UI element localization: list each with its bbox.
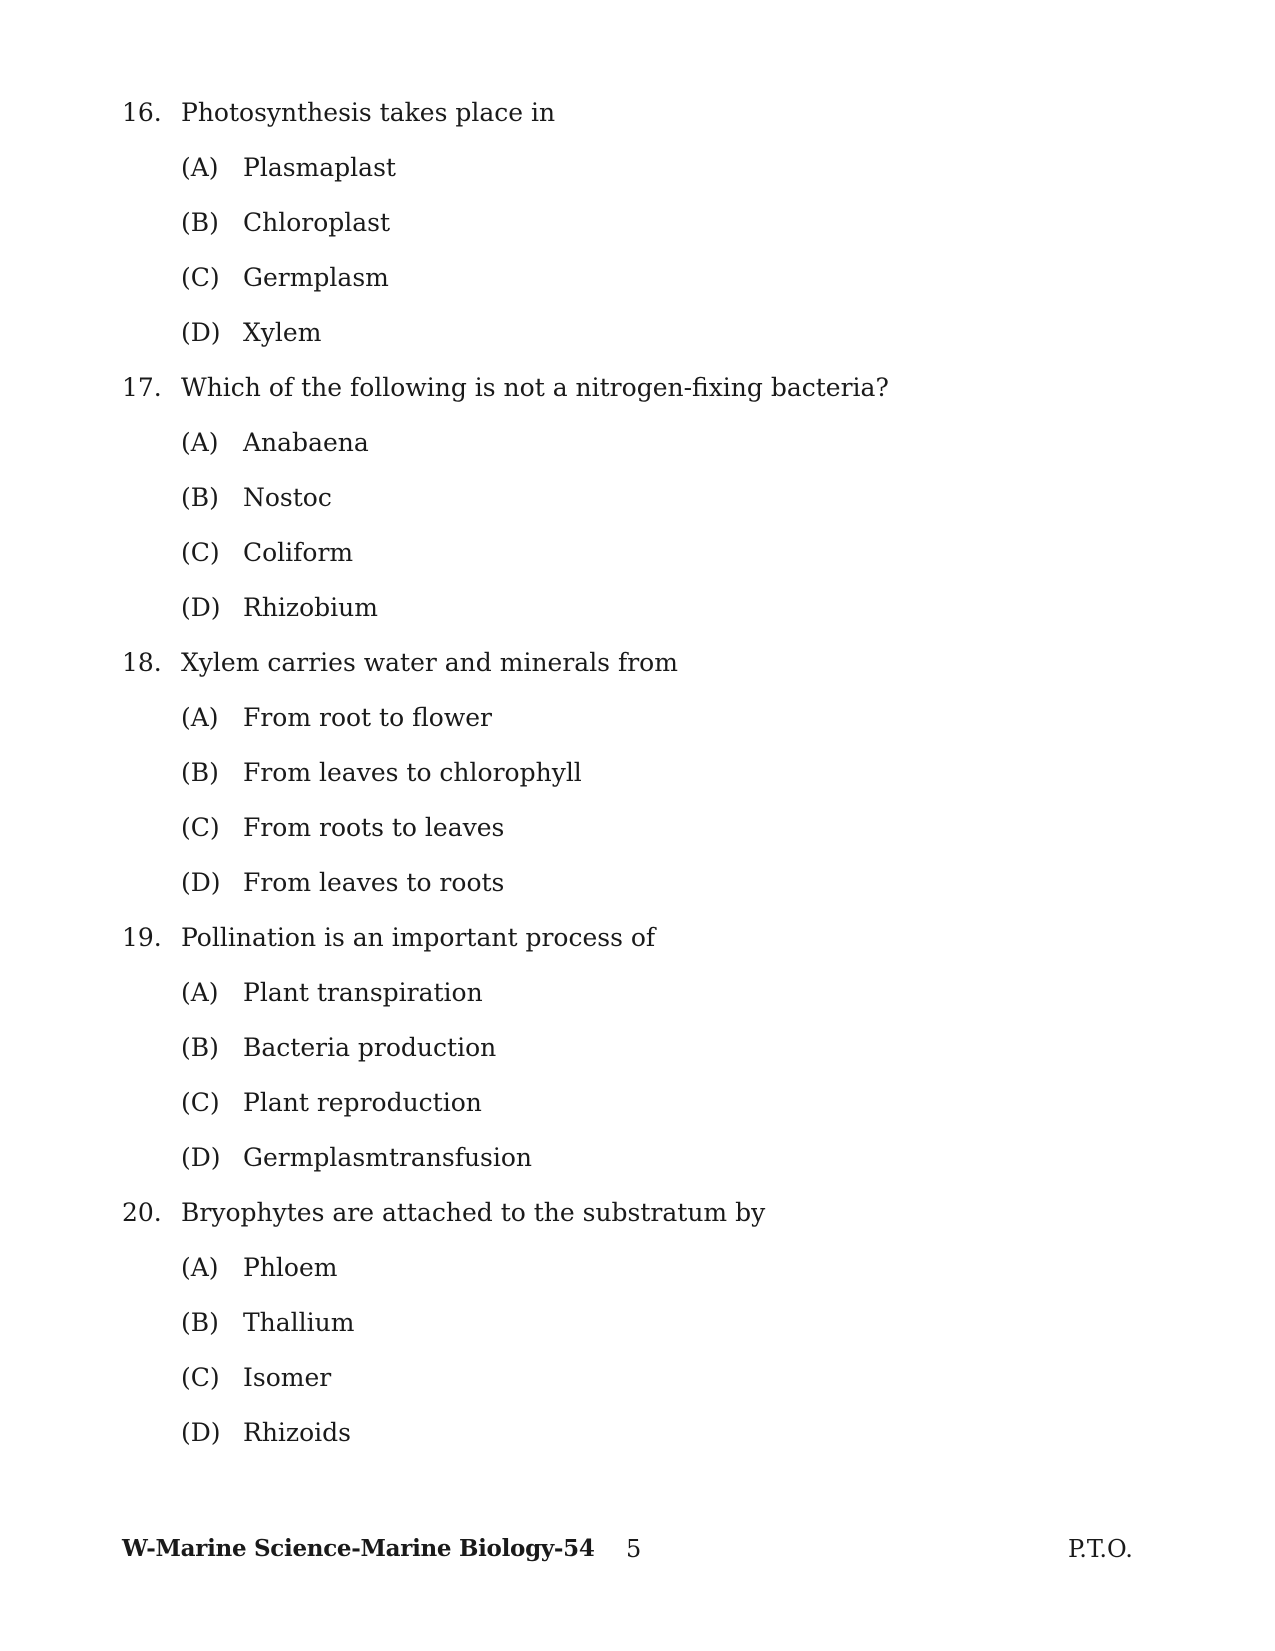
option-label-b: (B) [181,208,219,237]
option-label-b: (B) [181,1308,219,1337]
option-label-a: (A) [181,703,219,732]
option-label-c: (C) [181,263,220,292]
option-label-d: (D) [181,1418,221,1447]
option-text-d: Rhizoids [243,1418,351,1447]
option-text-d: Germplasmtransfusion [243,1143,533,1172]
option-text-a: From root to flower [243,703,492,732]
option-text-a: Phloem [243,1253,338,1282]
page-number: 5 [626,1535,642,1563]
option-text-b: Bacteria production [243,1033,497,1062]
option-text-b: Chloroplast [243,208,391,237]
option-label-d: (D) [181,593,221,622]
option-label-c: (C) [181,1363,220,1392]
option-label-a: (A) [181,978,219,1007]
option-label-d: (D) [181,868,221,897]
option-label-a: (A) [181,153,219,182]
question-text: Xylem carries water and minerals from [181,648,678,677]
option-label-c: (C) [181,538,220,567]
question-number: 18. [122,648,162,677]
option-text-c: Germplasm [243,263,389,292]
option-text-d: From leaves to roots [243,868,505,897]
option-label-c: (C) [181,813,220,842]
option-label-d: (D) [181,318,221,347]
question-number: 17. [122,373,162,402]
option-text-d: Xylem [243,318,322,347]
option-label-a: (A) [181,1253,219,1282]
option-text-a: Anabaena [243,428,369,457]
option-label-b: (B) [181,758,219,787]
option-label-b: (B) [181,483,219,512]
question-text: Photosynthesis takes place in [181,98,556,127]
option-text-a: Plant transpiration [243,978,483,1007]
option-label-b: (B) [181,1033,219,1062]
question-text: Pollination is an important process of [181,923,656,952]
option-text-c: Isomer [243,1363,332,1392]
question-text: Which of the following is not a nitrogen-fixing bacteria? [181,373,889,402]
option-text-a: Plasmaplast [243,153,396,182]
option-text-b: Thallium [243,1308,355,1337]
option-text-d: Rhizobium [243,593,378,622]
option-text-b: From leaves to chlorophyll [243,758,582,787]
question-number: 16. [122,98,162,127]
question-number: 19. [122,923,162,952]
question-number: 20. [122,1198,162,1227]
option-label-a: (A) [181,428,219,457]
option-label-d: (D) [181,1143,221,1172]
option-label-c: (C) [181,1088,220,1117]
option-text-b: Nostoc [243,483,332,512]
please-turn-over: P.T.O. [1068,1535,1133,1563]
option-text-c: From roots to leaves [243,813,505,842]
paper-code: W-Marine Science-Marine Biology-54 [122,1535,595,1562]
option-text-c: Plant reproduction [243,1088,482,1117]
question-text: Bryophytes are attached to the substratum by [181,1198,766,1227]
option-text-c: Coliform [243,538,354,567]
